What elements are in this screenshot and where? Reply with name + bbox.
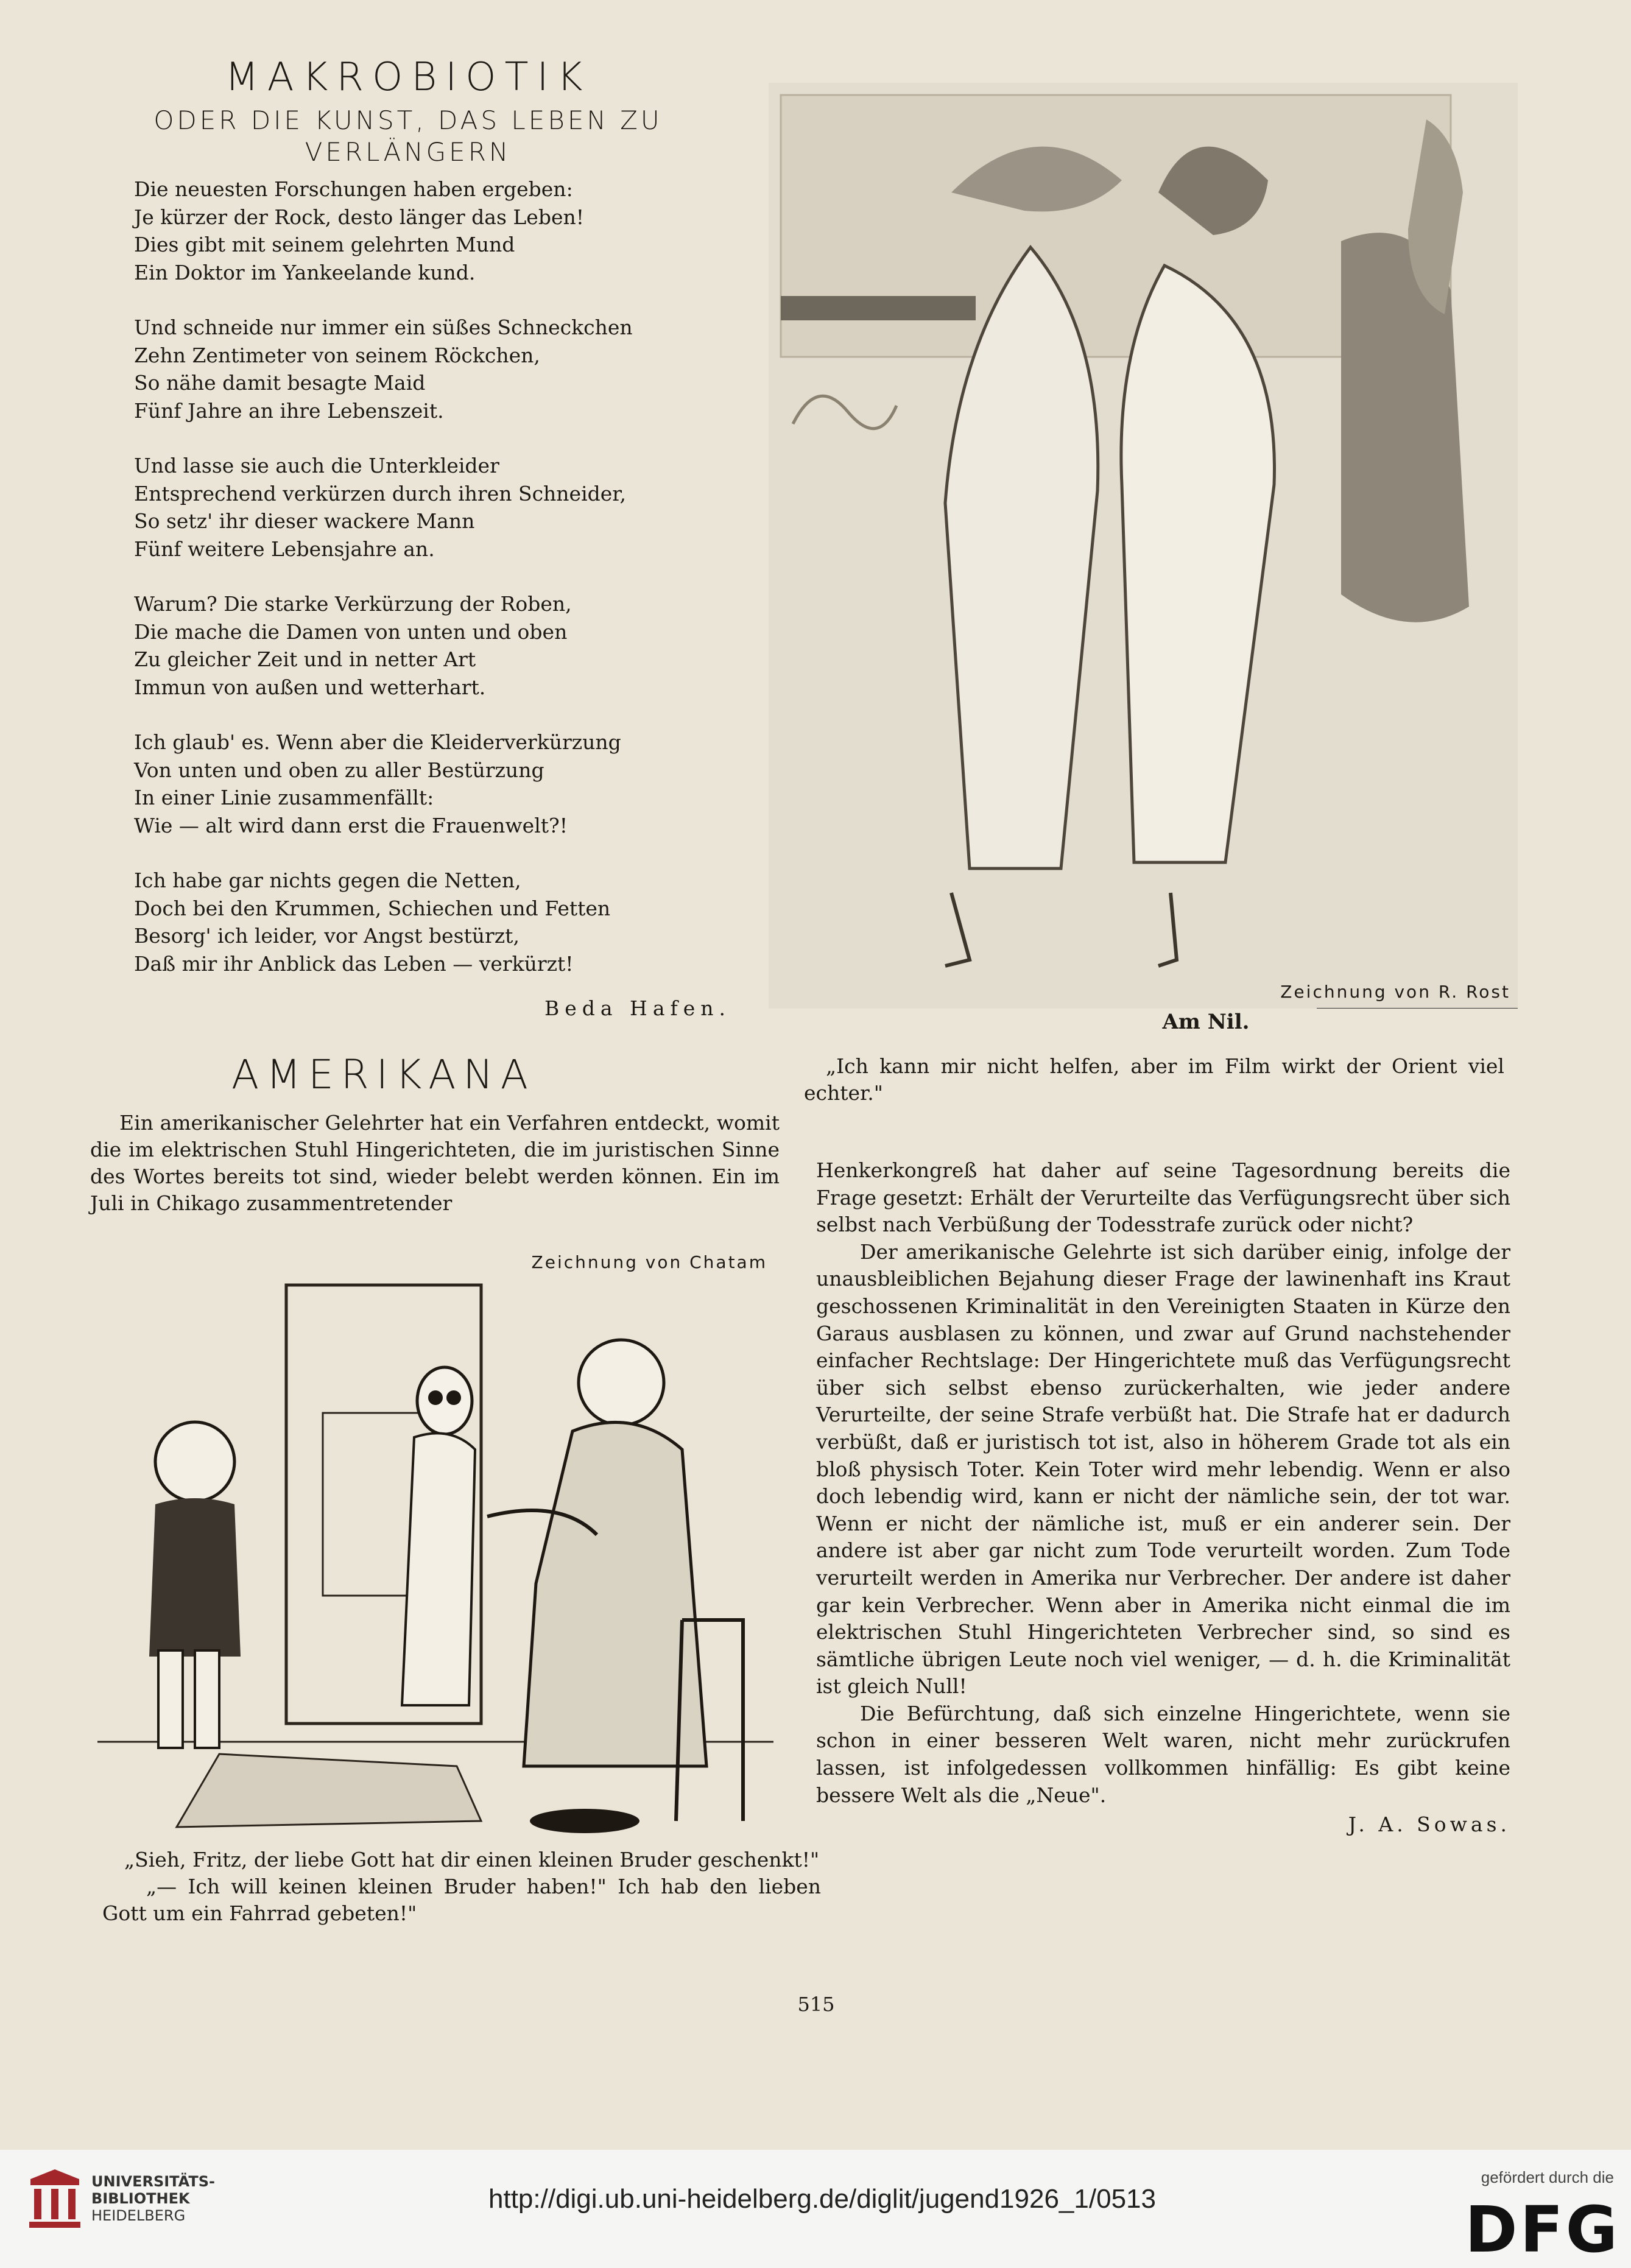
- right-illustration-credit: Zeichnung von R. Rost: [1280, 982, 1510, 1002]
- poem-line: Von unten und oben zu aller Bestürzung: [134, 758, 544, 782]
- amerikana-paragraph: Der amerikanische Gelehrte ist sich darüber einig, infolge der unausbleiblichen Bejahung dieser Frage der lawinenhaft ins Kraut geschossenen Kriminalität in den Vereinigten Staaten in Kürze den Garaus ausblasen zu können, und zwar auf Grund nachstehender einfacher Rechtslage: Der Hingerichtete muß das Verfügungsrecht über sich selbst ebenso zurückerhalten, wie jeder andere Verurteilte, der seine Strafe verbüßt hat. Die Strafe hat er dadurch verbüßt, daß er juristisch tot ist, also in höherem Grade tot als ein bloß physisch Toter. Kein Toter wird mehr lebendig. Wenn er also doch lebendig wird, kann er nicht der nämliche sein, der tot war. Wenn er nicht der nämliche ist, muß er ein anderer sein. Der andere ist aber gar nicht zum Tode verurteilt worden. Zum Tode verurteilt werden in Amerika nur Verbrecher. Der andere ist daher gar kein Verbrecher. Wenn aber in Amerika nicht einmal die im elektrischen Stuhl Hingerichteten Verbrecher sind, so sind es sämtliche übrigen Leute noch viel weniger, — d. h. die Kriminalität ist gleich Null!: [816, 1239, 1510, 1699]
- poem-line: Die neuesten Forschungen haben ergeben:: [134, 177, 573, 201]
- poem-stanza: [134, 728, 694, 839]
- poem-line: Zehn Zentimeter von seinem Röckchen,: [134, 343, 540, 367]
- left-caption-line-2: „— Ich will keinen kleinen Bruder haben!" Ich hab den lieben Gott um ein Fahrrad gebeten!": [102, 1875, 821, 1925]
- poem-line: Fünf Jahre an ihre Lebenszeit.: [134, 398, 444, 423]
- poem-line: So nähe damit besagte Maid: [134, 371, 426, 395]
- poem-stanza: [134, 175, 694, 286]
- poem-line: Zu gleicher Zeit und in netter Art: [134, 647, 476, 671]
- university-library-name: [91, 2173, 262, 2224]
- poem-line: In einer Linie zusammenfällt:: [134, 786, 434, 809]
- right-caption-text: „Ich kann mir nicht helfen, aber im Film wirkt der Orient viel echter.": [804, 1054, 1504, 1105]
- source-url-link[interactable]: http://digi.ub.uni-heidelberg.de/diglit/jugend1926_1/0513: [488, 2184, 1156, 2214]
- left-caption: [102, 1847, 821, 1927]
- left-caption-line-1: „Sieh, Fritz, der liebe Gott hat dir einen kleinen Bruder geschenkt!": [124, 1848, 820, 1872]
- poem-line: Immun von außen und wetterhart.: [134, 675, 486, 699]
- poem-line: Wie — alt wird dann erst die Frauenwelt?!: [134, 813, 568, 837]
- page-number: 515: [797, 1993, 835, 2016]
- institution-line: BIBLIOTHEK: [91, 2190, 190, 2207]
- amerikana-intro-text: Ein amerikanischer Gelehrter hat ein Verfahren entdeckt, womit die im elektrischen Stuhl Hingerichteten, die im juristischen Sinne des Wortes bereits tot sind, wieder belebt werden können. Ein im Juli in Chikago zusammentretender: [90, 1111, 780, 1215]
- poem-line: Fünf weitere Lebensjahre an.: [134, 537, 435, 561]
- poem-subtitle-line: VERLÄNGERN: [305, 137, 512, 167]
- illustration-skeleton-cartoon: [97, 1279, 773, 1839]
- poem-stanza: [134, 452, 694, 563]
- right-caption-title: Am Nil.: [1162, 1010, 1250, 1034]
- poem-line: So setz' ihr dieser wackere Mann: [134, 509, 475, 533]
- poem-line: Je kürzer der Rock, desto länger das Leben!: [134, 205, 584, 229]
- amerikana-continuation: [816, 1157, 1510, 1839]
- amerikana-intro: [90, 1110, 780, 1217]
- poem-author: Beda Hafen.: [544, 996, 731, 1020]
- left-illustration-credit: Zeichnung von Chatam: [531, 1252, 767, 1272]
- poem-line: Dies gibt mit seinem gelehrten Mund: [134, 233, 515, 256]
- poem-line: Ich habe gar nichts gegen die Netten,: [134, 868, 521, 892]
- poem-stanza: [134, 590, 694, 701]
- dfg-logo: DFG: [1465, 2192, 1620, 2267]
- right-caption: [804, 1033, 1504, 1127]
- institution-line: UNIVERSITÄTS-: [91, 2173, 216, 2190]
- poem-line: Entsprechend verkürzen durch ihren Schneider,: [134, 481, 626, 505]
- poem-line: Ich glaub' es. Wenn aber die Kleiderverkürzung: [134, 730, 621, 754]
- poem-line: Ein Doktor im Yankeelande kund.: [134, 260, 476, 284]
- poem-line: Doch bei den Krummen, Schiechen und Fetten: [134, 896, 611, 920]
- funding-label: gefördert durch die: [1481, 2168, 1614, 2186]
- poem-body: [134, 175, 694, 1005]
- poem-line: Die mache die Damen von unten und oben: [134, 619, 568, 644]
- poem-line: Besorg' ich leider, vor Angst bestürzt,: [134, 924, 520, 948]
- university-library-logo-icon: [26, 2167, 84, 2234]
- institution-line: HEIDELBERG: [91, 2207, 186, 2224]
- poem-subtitle: [110, 105, 706, 168]
- poem-stanza: [134, 867, 694, 977]
- poem-line: Daß mir ihr Anblick das Leben — verkürzt!: [134, 951, 574, 976]
- section-title-amerikana: AMERIKANA: [231, 1051, 535, 1098]
- poem-line: Warum? Die starke Verkürzung der Roben,: [134, 592, 572, 616]
- amerikana-paragraph: Henkerkongreß hat daher auf seine Tagesordnung bereits die Frage gesetzt: Erhält der Verurteilte das Verfügungsrecht über sich selbst nach Verbüßung der Todesstrafe zurück oder nicht?: [816, 1158, 1510, 1237]
- amerikana-paragraph: Die Befürchtung, daß sich einzelne Hingerichtete, wenn sie schon in einer besseren Welt waren, nicht mehr zurückrufen lassen, ist infolgedessen vollkommen hinfällig: Es gibt keine bessere Welt als die „Neue".: [816, 1701, 1510, 1807]
- poem-stanza: [134, 314, 694, 424]
- poem-line: Und schneide nur immer ein süßes Schneckchen: [134, 315, 633, 339]
- amerikana-author: J. A. Sowas.: [1348, 1812, 1510, 1837]
- illustration-am-nil: [769, 83, 1518, 1009]
- poem-subtitle-line: ODER DIE KUNST, DAS LEBEN ZU: [153, 105, 663, 135]
- poem-title: MAKROBIOTIK: [225, 55, 591, 100]
- poem-line: Und lasse sie auch die Unterkleider: [134, 454, 499, 477]
